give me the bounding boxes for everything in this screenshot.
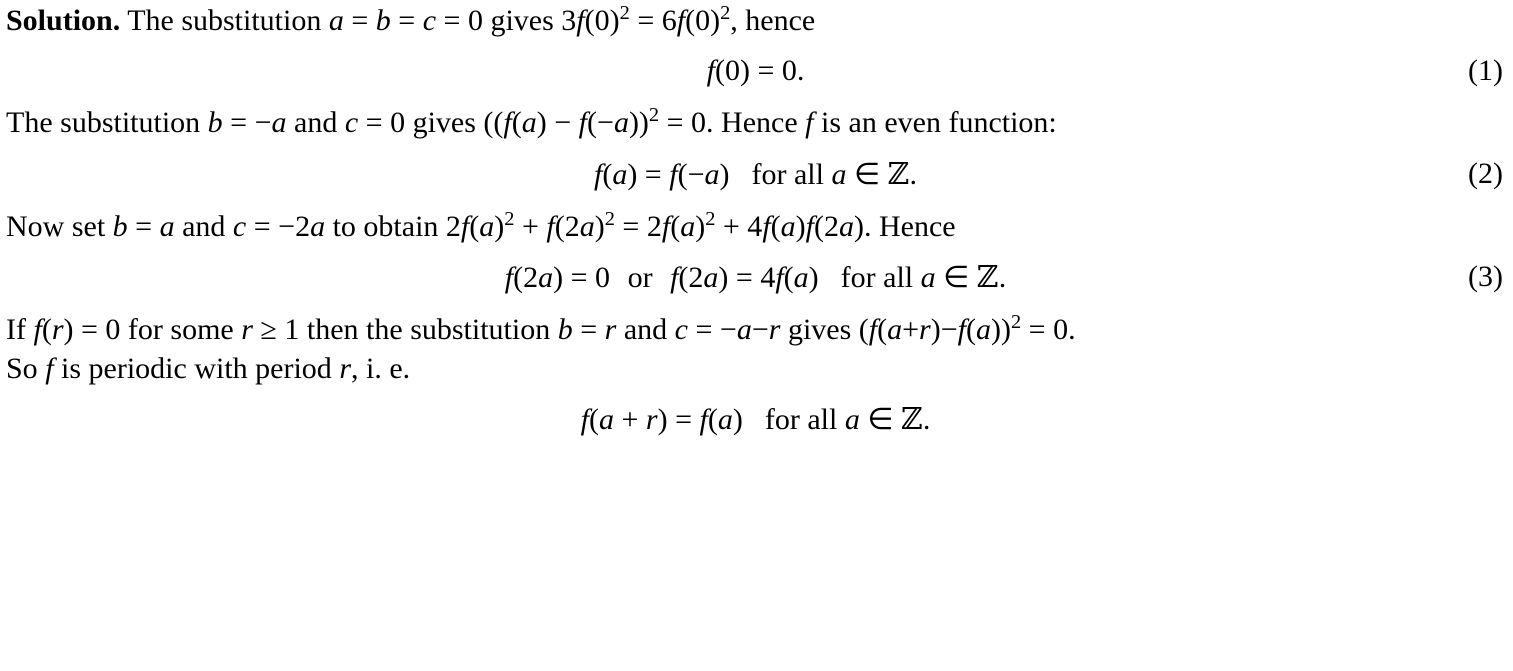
solution-label: Solution. xyxy=(6,4,121,37)
paragraph-text: The substitution b = −a and c = 0 gives ($(f(a) - f(-a))^2 = 0$. Hence f is an even function: xyxy=(6,104,1057,140)
equation-display-4 xyxy=(0,402,1513,437)
paragraph-solution-intro xyxy=(0,0,1513,40)
paragraph-line-2: So f is periodic with period r, i. e. xyxy=(6,351,411,385)
paragraph-text: Now set b = a and c = −2a to obtain $2f(a)^2 + f(2a)^2 = 2f(a)^2 + 4f(a)f(2a)$. Hence xyxy=(6,207,956,243)
paragraph-double-argument xyxy=(0,206,1513,246)
equation-display-1 xyxy=(0,54,1513,88)
paragraph-periodicity xyxy=(0,309,1513,388)
equation-body: f(2a) = 0 or f(2a) = 4f(a) for all a ∈ ℤ. xyxy=(504,260,1007,296)
equation-body: f(a + r) = f(a) for all a ∈ ℤ. xyxy=(580,401,931,437)
equation-display-3 xyxy=(0,260,1513,295)
equation-body: f(0) = 0. xyxy=(706,54,805,88)
paragraph-even-function xyxy=(0,102,1513,142)
equation-number-1: (1) xyxy=(1468,54,1503,88)
equation-display-2 xyxy=(0,157,1513,192)
equation-body: f(a) = f(−a) for all a ∈ ℤ. xyxy=(593,156,918,192)
equation-number-2: (2) xyxy=(1468,156,1503,190)
paragraph-text: The substitution a = b = c = 0 gives $3f(0)^2 = 6f(0)^2$, hence xyxy=(127,2,816,37)
paragraph-line-1: If f(r) = 0 for some r ≥ 1 then the substitution b = r and c = −a−r gives $(f(a+r)-f(a))^2 = 0$. xyxy=(6,311,1076,347)
equation-number-3: (3) xyxy=(1468,260,1503,294)
